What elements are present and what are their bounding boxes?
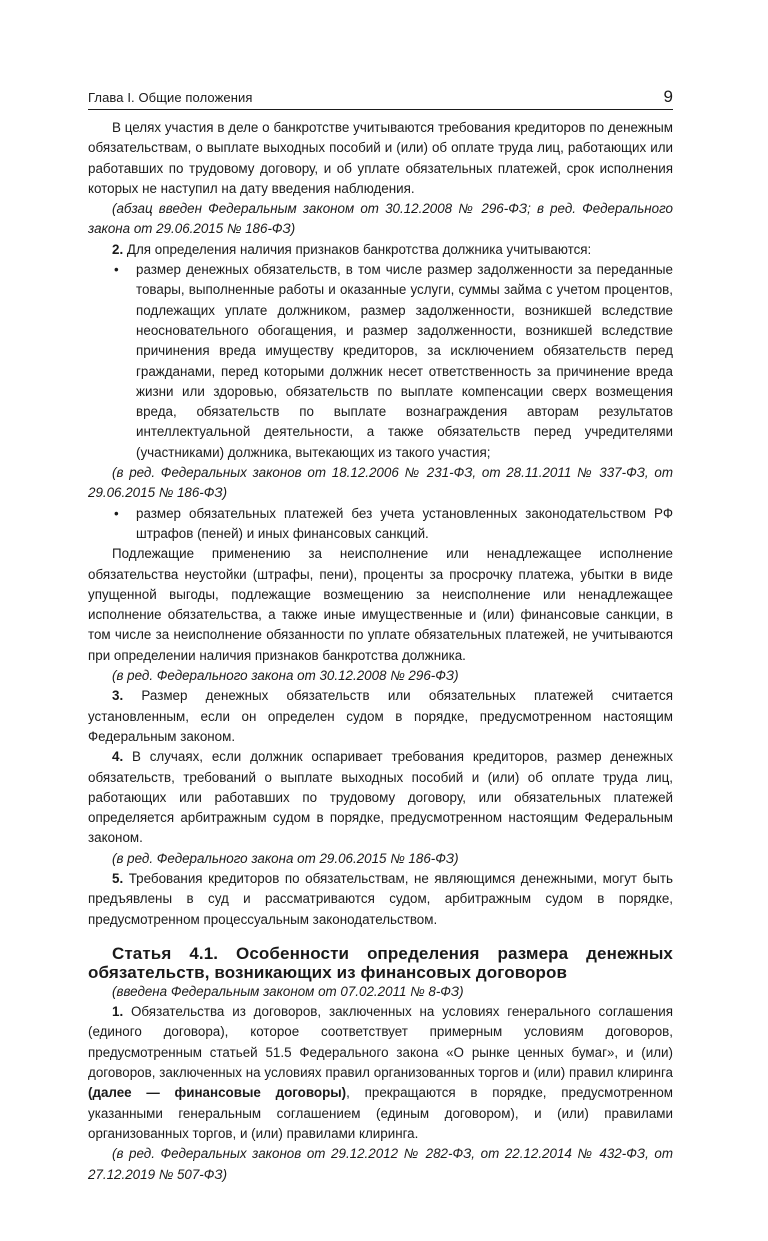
list-item (88, 504, 673, 545)
bullet-icon: • (114, 505, 119, 521)
page-number: 9 (663, 87, 673, 106)
list-item-text: размер денежных обязательств, в том числе размер задолженности за переданные товары, выполненные работы и оказанные услуги, суммы займа с учетом процентов, подлежащих уплате должником, размер задолженности, возникшей вследствие неосновательного обогащения, и размер задолженности, возникшей вследствие причинения вреда имуществу кредиторов, за исключением обязательств перед гражданами, перед которыми должник несет ответственность за причинение вреда жизни или здоровью, обязательств по выплате компенсации сверх возмещения вреда, обязательств по выплате вознаграждения авторам результатов интеллектуальной деятельности, а также обязательств перед учредителями (участниками) должника, вытекающих из такого участия; (136, 262, 673, 460)
section-text: Размер денежных обязательств или обязательных платежей считается установленным, если он определен судом в порядке, предусмотренном настоящим Федеральным законом. (88, 688, 673, 744)
section-text: В случаях, если должник оспаривает требования кредиторов, размер денежных обязательств, требований о выплате выходных пособий и (или) об оплате труда лиц, работающих или работавших по трудовому договору, или обязательных платежей определяется арбитражным судом в порядке, предусмотренном настоящим Федеральным законом. (88, 749, 673, 846)
section-number: 5. (112, 870, 124, 886)
bullet-icon: • (114, 262, 119, 278)
section-text: Для определения наличия признаков банкротства должника учитываются: (123, 241, 592, 257)
section-number: 1. (112, 1004, 124, 1020)
amendment-note: (введена Федеральным законом от 07.02.2011 № 8-ФЗ) (112, 983, 464, 999)
amendment-note: (абзац введен Федеральным законом от 30.12.2008 № 296-ФЗ; в ред. Федерального закона от 29.06.2015 № 186-ФЗ) (88, 201, 673, 237)
bullet-list (88, 504, 673, 545)
section-number: 2. (112, 241, 124, 257)
amendment-note: (в ред. Федеральных законов от 29.12.2012 № 282-ФЗ, от 22.12.2014 № 432-ФЗ, от 27.12.2019 № 507-ФЗ) (88, 1146, 673, 1182)
section-number: 3. (112, 688, 124, 704)
paragraph: Подлежащие применению за неисполнение или ненадлежащее исполнение обязательства неустойки (штрафы, пени), проценты за просрочку платежа, убытки в виде упущенной выгоды, подлежащие возмещению за неисполнение или ненадлежащее исполнение обязательства, а также иные имущественные и (или) финансовые санкции, в том числе за неисполнение обязанности по уплате обязательных платежей, не учитываются при определении наличия признаков банкротства должника. (88, 546, 673, 663)
section-text: , прекращаются в порядке, предусмотренном указанными генеральным соглашением (единым договором), и (или) правилами организованных торгов, и (или) правилами клиринга. (88, 1085, 673, 1141)
running-header (88, 88, 673, 110)
amendment-note: (в ред. Федерального закона от 29.06.2015 № 186-ФЗ) (112, 850, 459, 866)
section-3 (88, 686, 673, 747)
document-page (88, 88, 673, 1185)
section-4 (88, 747, 673, 848)
list-item-text: размер обязательных платежей без учета установленных законодательством РФ штрафов (пеней) и иных финансовых санкций. (136, 505, 673, 541)
defined-term: (далее — финансовые договоры) (88, 1085, 347, 1101)
section-5 (88, 869, 673, 930)
amendment-note: (в ред. Федеральных законов от 18.12.2006 № 231-ФЗ, от 28.11.2011 № 337-ФЗ, от 29.06.2015 № 186-ФЗ) (88, 465, 673, 501)
section-text: Требования кредиторов по обязательствам, не являющимся денежными, могут быть предъявлены в суд и рассматриваются судом, арбитражным судом в порядке, предусмотренном процессуальным законодательством. (88, 870, 673, 927)
article-section-1 (88, 1002, 673, 1144)
bullet-list (88, 260, 673, 463)
list-item (88, 260, 673, 463)
section-number: 4. (112, 749, 124, 765)
section-2-intro (88, 240, 673, 260)
article-heading: Статья 4.1. Особенности определения размера денежных обязательств, возникающих из финансовых договоров (88, 943, 673, 982)
chapter-title: Глава I. Общие положения (88, 90, 253, 105)
section-text: Обязательства из договоров, заключенных на условиях генерального соглашения (единого договора), которое соответствует примерным условиям договоров, предусмотренным статьей 51.5 Федерального закона «О рынке ценных бумаг», и (или) договоров, заключенных на условиях правил организованных торгов и (или) правил клиринга (88, 1004, 673, 1081)
amendment-note: (в ред. Федерального закона от 30.12.2008 № 296-ФЗ) (112, 668, 459, 684)
paragraph: В целях участия в деле о банкротстве учитываются требования кредиторов по денежным обязательствам, о выплате выходных пособий и (или) об оплате труда лиц, работающих или работавших по трудовому договору, и об уплате обязательных платежей, срок исполнения которых не наступил на дату введения наблюдения. (88, 120, 673, 196)
